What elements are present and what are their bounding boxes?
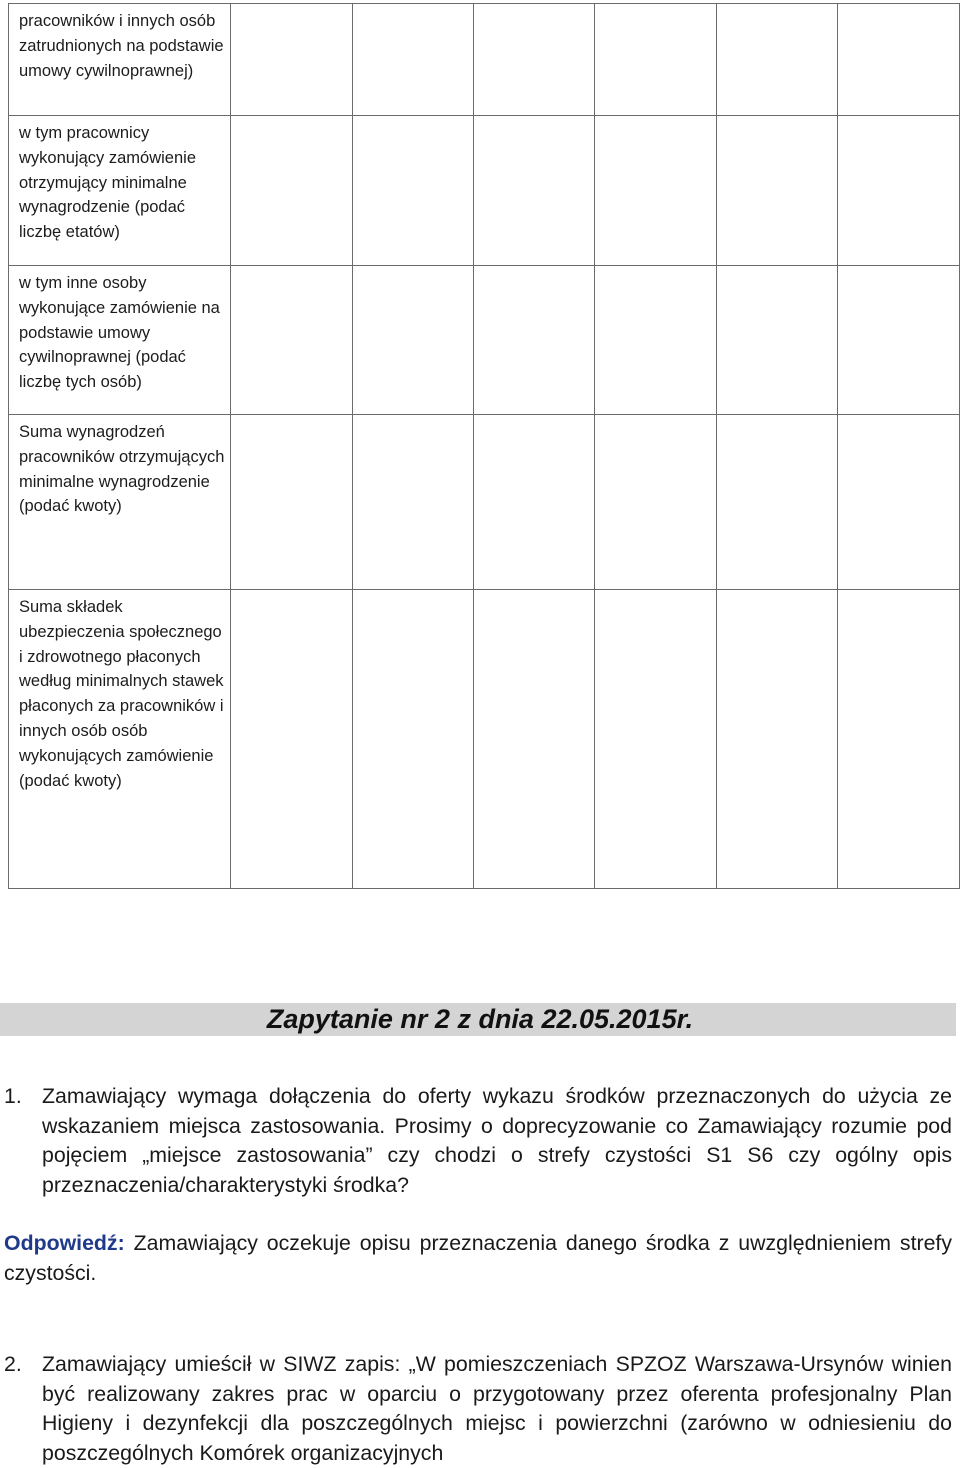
table-row <box>9 266 960 415</box>
item-number: 1. <box>4 1084 22 1108</box>
empty-cell <box>717 415 838 590</box>
empty-cell <box>474 4 595 116</box>
row-label: Suma wynagrodzeń pracowników otrzymujących minimalne wynagrodzenie (podać kwoty) <box>9 415 231 590</box>
row-label: pracowników i innych osób zatrudnionych na podstawie umowy cywilnoprawnej) <box>9 4 231 116</box>
empty-cell <box>231 415 353 590</box>
item-number: 2. <box>4 1352 22 1376</box>
answer-label: Odpowiedź: <box>4 1231 125 1255</box>
empty-cell <box>595 415 717 590</box>
empty-cell <box>474 590 595 889</box>
empty-cell <box>353 590 474 889</box>
table-row <box>9 4 960 116</box>
answer-paragraph <box>4 1229 952 1288</box>
empty-cell <box>838 590 960 889</box>
empty-cell <box>231 590 353 889</box>
row-label: Suma składek ubezpieczenia społecznego i zdrowotnego płaconych według minimalnych stawek płaconych za pracowników i innych osób osób wykonujących zamówienie (podać kwoty) <box>9 590 231 889</box>
empty-cell <box>595 266 717 415</box>
empty-cell <box>595 4 717 116</box>
empty-cell <box>717 590 838 889</box>
empty-cell <box>231 116 353 266</box>
empty-cell <box>717 4 838 116</box>
empty-cell <box>353 116 474 266</box>
question-text: Zamawiający wymaga dołączenia do oferty wykazu środków przeznaczonych do użycia ze wskazaniem miejsca zastosowania. Prosimy o doprecyzowanie co Zamawiający rozumie pod pojęciem „miejsce zastosowania” czy chodzi o strefy czystości S1 S6 czy ogólny opis przeznaczenia/charakterystyki środka? <box>42 1084 952 1197</box>
empty-cell <box>231 4 353 116</box>
empty-cell <box>474 116 595 266</box>
empty-cell <box>595 590 717 889</box>
table-row <box>9 116 960 266</box>
empty-cell <box>838 415 960 590</box>
empty-cell <box>717 266 838 415</box>
empty-cell <box>838 266 960 415</box>
table-row <box>9 415 960 590</box>
empty-cell <box>474 266 595 415</box>
section-heading: Zapytanie nr 2 z dnia 22.05.2015r. <box>266 1004 694 1034</box>
empty-cell <box>838 4 960 116</box>
answer-text: Zamawiający oczekuje opisu przeznaczenia danego środka z uwzględnieniem strefy czystości. <box>4 1231 952 1285</box>
empty-cell <box>595 116 717 266</box>
question-text: Zamawiający umieścił w SIWZ zapis: „W pomieszczeniach SPZOZ Warszawa-Ursynów winien być realizowany zakres prac w oparciu o przygotowany przez oferenta profesjonalny Plan Higieny i dezynfekcji dla poszczególnych miejsc i powierzchni (zarówno w odniesieniu do poszczególnych Komórek organizacyjnych <box>42 1352 952 1465</box>
row-label: w tym inne osoby wykonujące zamówienie na podstawie umowy cywilnoprawnej (podać liczbę tych osób) <box>9 266 231 415</box>
empty-cell <box>717 116 838 266</box>
table-row <box>9 590 960 889</box>
empty-cell <box>474 415 595 590</box>
empty-cell <box>353 4 474 116</box>
form-table <box>8 3 960 889</box>
empty-cell <box>231 266 353 415</box>
empty-cell <box>353 415 474 590</box>
empty-cell <box>838 116 960 266</box>
row-label: w tym pracownicy wykonujący zamówienie otrzymujący minimalne wynagrodzenie (podać liczbę etatów) <box>9 116 231 266</box>
empty-cell <box>353 266 474 415</box>
